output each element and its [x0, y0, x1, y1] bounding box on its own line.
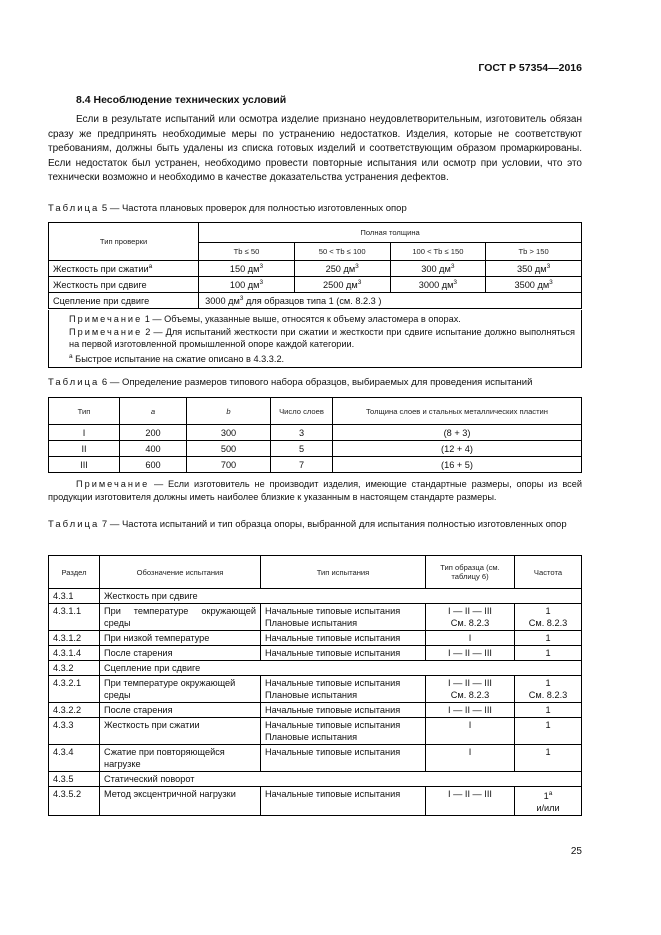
table-row: 4.3.2 Сцепление при сдвиге — [49, 661, 582, 676]
table6: Тип a b Число слоев Толщина слоев и стальных металлических пластин I 200 300 3 (8 + 3) II 400 500 5 (12 + 4) III 600 700 7 (16 + 5) — [48, 397, 582, 473]
table6-caption: Таблица 6 — Определение размеров типового набора образцов, выбираемых для проведения испытаний — [48, 377, 533, 388]
table-row: III 600 700 7 (16 + 5) — [49, 457, 582, 473]
table-row: 4.3.1.1 При температуре окружающей среды Начальные типовые испытания Плановые испытания I — II — III См. 8.2.3 1 См. 8.2.3 — [49, 604, 582, 631]
table-row: 4.3.1 Жесткость при сдвиге — [49, 589, 582, 604]
document-header: ГОСТ Р 57354—2016 — [478, 62, 582, 74]
table6-note: Примечание — Если изготовитель не производит изделия, имеющие стандартные размеры, опоры из всей продукции изготовителя должны иметь наиболее близкие к указанным в настоящем стандарте размеры. — [48, 479, 582, 502]
table5-sub-2: 50 < Tb ≤ 100 — [294, 243, 390, 261]
table5-caption-word: Таблица — [48, 203, 100, 214]
table-row: 4.3.5 Статический поворот — [49, 772, 582, 787]
table-row: Сцепление при сдвиге 3000 $дм^3$ для образцов типа 1 (см. 8.2.3 ) — [49, 293, 582, 309]
table5-header-type: Тип проверки — [49, 223, 199, 261]
table5-sub-4: Tb > 150 — [486, 243, 582, 261]
table7: Раздел Обозначение испытания Тип испытания Тип образца (см. таблицу 6) Частота 4.3.1 Жесткость при сдвиге 4.3.1.1 При температуре окружающей среды Начальные типовые испытания Плановые испытания I — II — III См. 8.2.3 1 См. 8.2.3 4.3.1.2 При низкой температуре Начальные типовые испытания I 1 4.3.1.4 После старения Начальные типовые испытания I — II — III 1 4.3.2 Сцепление при сдвиге 4.3.2.1 При температуре окружающей среды Начальные типовые испытания Плановые испытания I — II — III См. 8.2.3 1 См. 8.2.3 4.3.2.2 После старения Начальные типовые испытания I — II — III 1 4.3.3 Жесткость при сжатии Начальные типовые испытания Плановые испытания I 1 4.3.4 Сжатие при повторяющейся нагрузке Начальные типовые испытания I 1 4.3.5 Статический поворот 4.3.5.2 Метод эксцентричной нагрузки Начальные типовые испытания I — II — III 1$^a$ и/или — [48, 555, 582, 816]
table5-row1-label: Жесткость при сжатии$^a$ — [49, 261, 199, 277]
section-title: 8.4 Несоблюдение технических условий — [76, 94, 287, 106]
table-row: 4.3.2.2 После старения Начальные типовые испытания I — II — III 1 — [49, 703, 582, 718]
table5-row3-label: Сцепление при сдвиге — [49, 293, 199, 309]
table-row: 4.3.4 Сжатие при повторяющейся нагрузке Начальные типовые испытания I 1 — [49, 745, 582, 772]
table-row: 4.3.5.2 Метод эксцентричной нагрузки Начальные типовые испытания I — II — III 1$^a$ и/или — [49, 787, 582, 816]
table5-header-total: Полная толщина — [199, 223, 582, 243]
table5-sub-1: Tb ≤ 50 — [199, 243, 295, 261]
table5-caption — [48, 203, 407, 214]
table-row: 4.3.2.1 При температуре окружающей среды Начальные типовые испытания Плановые испытания I — II — III См. 8.2.3 1 См. 8.2.3 — [49, 676, 582, 703]
table5-notes: Примечание 1 — Объемы, указанные выше, относятся к объему эластомера в опорах. Примечание 2 — Для испытаний жесткости при сжатии и жесткости при сдвиге испытание должно выполняться на первой изготовленной промышленной опоре каждой категории. $^a$ Быстрое испытание на сжатие описано в 4.3.3.2. — [48, 310, 582, 368]
table5-sub-3: 100 < Tb ≤ 150 — [390, 243, 486, 261]
table7-caption: Таблица 7 — Частота испытаний и тип образца опоры, выбранной для испытания полностью изготовленных опор — [48, 519, 567, 530]
table5-caption-text: 5 — Частота плановых проверок для полностью изготовленных опор — [101, 203, 407, 214]
intro-paragraph: Если в результате испытаний или осмотра изделие признано неудовлетворительным, изготовитель обязан сразу же предпринять необходимые меры по устранению недостатков. Изделия, которые не соответствуют требованиям, должны быть удалены из списка готовых изделий и соответствующим образом промаркированы. Если недостаток был устранен, необходимо провести повторные испытания или осмотр при условии, что это технически возможно и необходимо в качестве доказательства устранения дефектов. — [48, 114, 582, 184]
table-row: I 200 300 3 (8 + 3) — [49, 425, 582, 441]
table-row: Жесткость при сдвиге 100 $дм^3$ 2500 $дм^3$ 3000 $дм^3$ 3500 $дм^3$ — [49, 277, 582, 293]
page-number: 25 — [570, 846, 582, 857]
table-row: 4.3.1.4 После старения Начальные типовые испытания I — II — III 1 — [49, 646, 582, 661]
table-row: II 400 500 5 (12 + 4) — [49, 441, 582, 457]
table-row: 4.3.1.2 При низкой температуре Начальные типовые испытания I 1 — [49, 631, 582, 646]
table-row: 4.3.3 Жесткость при сжатии Начальные типовые испытания Плановые испытания I 1 — [49, 718, 582, 745]
table5 — [48, 222, 582, 309]
table5-row2-label: Жесткость при сдвиге — [49, 277, 199, 293]
table-row: Жесткость при сжатии$^a$ 150 $дм^3$ 250 $дм^3$ 300 $дм^3$ 350 $дм^3$ — [49, 261, 582, 277]
